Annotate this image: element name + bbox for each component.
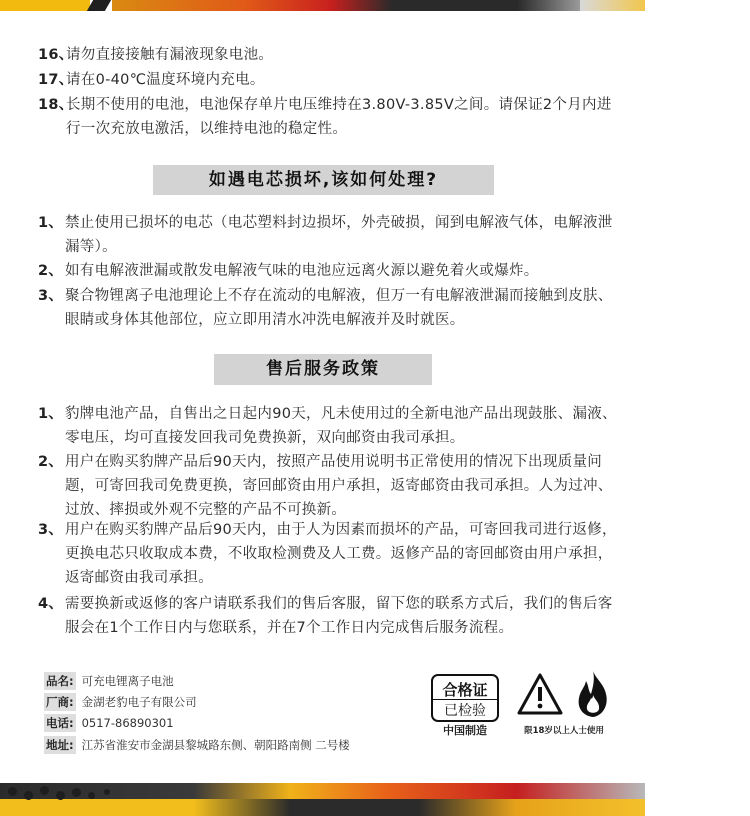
info-value: 金湖老豹电子有限公司 [81,695,197,709]
info-value: 可充电锂离子电池 [81,674,174,688]
item-number: 1、 [38,215,64,231]
info-maker [44,693,197,711]
info-value: 0517-86890301 [81,716,174,730]
info-product [44,672,174,690]
service-item-1 [38,402,618,450]
cert-line-2: 已检验 [433,699,497,720]
note-item-18 [38,93,620,141]
service-item-3 [38,518,618,590]
info-label: 厂商: [46,695,74,709]
item-number: 16、 [38,47,74,63]
item-number: 1、 [38,406,64,422]
item-text: 如有电解液泄漏或散发电解液气味的电池应远离火源以避免着火或爆炸。 [65,263,539,279]
service-item-4 [38,592,618,640]
item-text: 请在0-40℃温度环境内充电。 [66,72,265,88]
damage-item-2 [38,259,618,283]
item-text: 长期不使用的电池，电池保存单片电压维持在3.80V-3.85V之间。请保证2个月内进行一次充放电激活，以维持电池的稳定性。 [66,97,612,137]
item-number: 4、 [38,596,64,612]
damage-item-3 [38,284,618,332]
item-number: 2、 [38,263,64,279]
age-restriction-note: 限18岁以上人士使用 [524,726,604,736]
note-item-16 [38,43,718,67]
cert-line-1: 合格证 [442,681,488,699]
item-number: 3、 [38,522,64,538]
item-number: 2、 [38,454,64,470]
service-section-heading: 售后服务政策 [214,354,432,385]
info-label: 品名: [46,674,74,688]
bottom-banner [0,779,750,816]
damage-item-1 [38,211,618,259]
damage-section-heading: 如遇电芯损坏,该如何处理? [153,165,494,195]
item-number: 3、 [38,288,64,304]
warning-triangle-icon [516,672,564,716]
item-text: 豹牌电池产品，自售出之日起内90天，凡未使用过的全新电池产品出现鼓胀、漏液、零电压，均可直接发回我司免费换新，双向邮资由我司承担。 [65,406,617,446]
flame-icon [573,669,613,719]
service-item-2 [38,450,618,522]
item-text: 用户在购买豹牌产品后90天内，按照产品使用说明书正常使用的情况下出现质量问题，可寄回我司免费更换，寄回邮资由用户承担，返寄邮资由我司承担。人为过冲、过放、摔损或外观不完整的产品不可换新。 [65,454,613,518]
note-item-17 [38,68,718,92]
info-label: 电话: [46,716,74,730]
info-label: 地址: [46,738,74,752]
certificate-badge [431,674,499,722]
top-banner [0,0,750,11]
item-text: 禁止使用已损坏的电芯（电芯塑料封边损坏，外壳破损，闻到电解液气体，电解液泄漏等）。 [65,215,613,255]
info-value: 江苏省淮安市金湖县黎城路东侧、朝阳路南侧 二号楼 [81,738,350,752]
info-address [44,736,350,754]
item-number: 18、 [38,97,74,113]
info-phone [44,714,174,732]
item-number: 17、 [38,72,74,88]
made-in-label: 中国制造 [443,724,487,737]
item-text: 请勿直接接触有漏液现象电池。 [66,47,274,63]
item-text: 聚合物锂离子电池理论上不存在流动的电解液，但万一有电解液泄漏而接触到皮肤、眼睛或身体其他部位，应立即用清水冲洗电解液并及时就医。 [65,288,613,328]
item-text: 用户在购买豹牌产品后90天内，由于人为因素而损坏的产品，可寄回我司进行返修，更换电芯只收取成本费，不收取检测费及人工费。返修产品的寄回邮资由用户承担，返寄邮资由我司承担。 [65,522,617,586]
item-text: 需要换新或返修的客户请联系我们的售后客服，留下您的联系方式后，我们的售后客服会在1个工作日内与您联系，并在7个工作日内完成售后服务流程。 [65,596,613,636]
